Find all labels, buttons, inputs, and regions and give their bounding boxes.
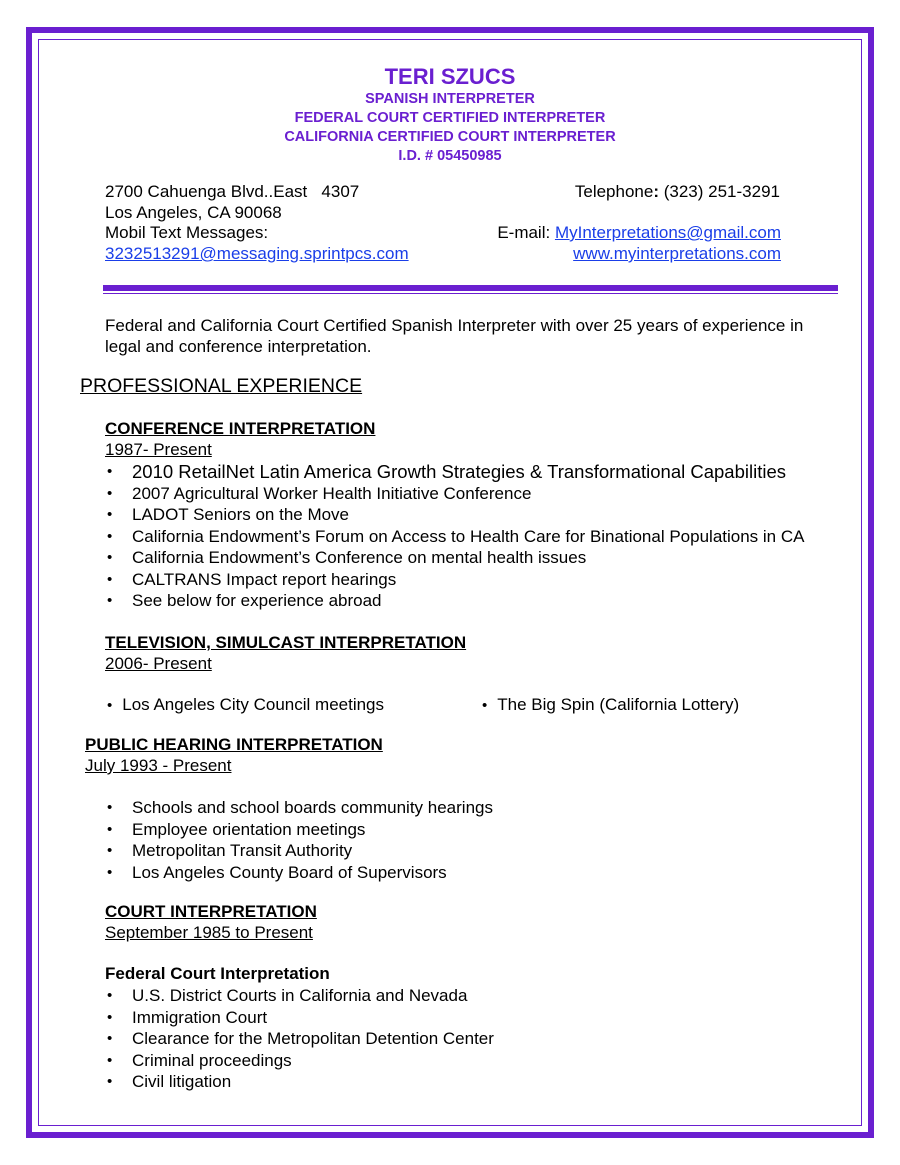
title-spanish-interpreter: SPANISH INTERPRETER <box>365 91 535 107</box>
address-line-1: 2700 Cahuenga Blvd..East 4307 <box>105 182 360 201</box>
header-divider-thin <box>103 293 838 294</box>
list-item: • See below for experience abroad <box>104 590 804 612</box>
list-item: • 2007 Agricultural Worker Health Initiative Conference <box>104 483 804 505</box>
address-line-2: Los Angeles, CA 90068 <box>105 203 282 222</box>
mobile-label: Mobil Text Messages: <box>105 223 269 242</box>
list-item: • California Endowment’s Conference on mental health issues <box>104 547 804 569</box>
court-heading: COURT INTERPRETATION <box>105 902 317 921</box>
conference-list <box>104 461 804 612</box>
list-item: • Immigration Court <box>104 1007 494 1029</box>
public-hearing-list <box>104 797 493 883</box>
list-item: • LADOT Seniors on the Move <box>104 504 804 526</box>
list-item: • Civil litigation <box>104 1071 494 1093</box>
conference-heading: CONFERENCE INTERPRETATION <box>105 419 376 438</box>
summary-line-1: Federal and California Court Certified Spanish Interpreter with over 25 years of experience in <box>105 316 804 335</box>
list-item: • Schools and school boards community hearings <box>104 797 493 819</box>
header-divider <box>103 285 838 291</box>
telephone: Telephone: (323) 251-3291 <box>574 182 780 201</box>
list-item: • Metropolitan Transit Authority <box>104 840 493 862</box>
list-item: • Employee orientation meetings <box>104 819 493 841</box>
email-line <box>497 223 781 243</box>
television-item-2: The Big Spin (California Lottery) <box>497 695 740 714</box>
list-item: • Clearance for the Metropolitan Detention Center <box>104 1028 494 1050</box>
television-item-1: Los Angeles City Council meetings <box>122 695 385 714</box>
public-hearing-dates: July 1993 - Present <box>85 756 232 775</box>
telephone-label: Telephone <box>574 182 654 201</box>
list-item: • Los Angeles City Council meetings <box>107 695 385 714</box>
list-item: • 2010 RetailNet Latin America Growth Strategies & Transformational Capabilities <box>104 461 804 483</box>
list-item: • Los Angeles County Board of Supervisors <box>104 862 493 884</box>
list-item: • The Big Spin (California Lottery) <box>482 695 740 714</box>
summary-line-2: legal and conference interpretation. <box>105 337 372 356</box>
title-federal-court: FEDERAL COURT CERTIFIED INTERPRETER <box>294 110 606 126</box>
email-label: E-mail: <box>497 223 555 242</box>
conference-dates: 1987- Present <box>105 440 212 459</box>
resume-name: TERI SZUCS <box>384 64 516 89</box>
email-link[interactable]: MyInterpretations@gmail.com <box>554 223 781 242</box>
television-heading: TELEVISION, SIMULCAST INTERPRETATION <box>105 633 467 652</box>
federal-court-subheading: Federal Court Interpretation <box>105 964 330 983</box>
list-item: • Criminal proceedings <box>104 1050 494 1072</box>
website-link[interactable]: www.myinterpretations.com <box>573 244 781 263</box>
television-dates: 2006- Present <box>105 654 212 673</box>
title-california-court: CALIFORNIA CERTIFIED COURT INTERPRETER <box>284 129 616 145</box>
court-dates: September 1985 to Present <box>105 923 313 942</box>
list-item: • CALTRANS Impact report hearings <box>104 569 804 591</box>
list-item: • California Endowment’s Forum on Access to Health Care for Binational Populations in CA <box>104 526 804 548</box>
public-hearing-heading: PUBLIC HEARING INTERPRETATION <box>85 735 383 754</box>
list-item: • U.S. District Courts in California and Nevada <box>104 985 494 1007</box>
interpreter-id: I.D. # 05450985 <box>398 148 502 164</box>
mobile-text-email-link[interactable]: 3232513291@messaging.sprintpcs.com <box>105 244 409 263</box>
telephone-number: (323) 251-3291 <box>659 182 780 201</box>
professional-experience-heading: PROFESSIONAL EXPERIENCE <box>80 375 363 397</box>
court-list <box>104 985 494 1093</box>
